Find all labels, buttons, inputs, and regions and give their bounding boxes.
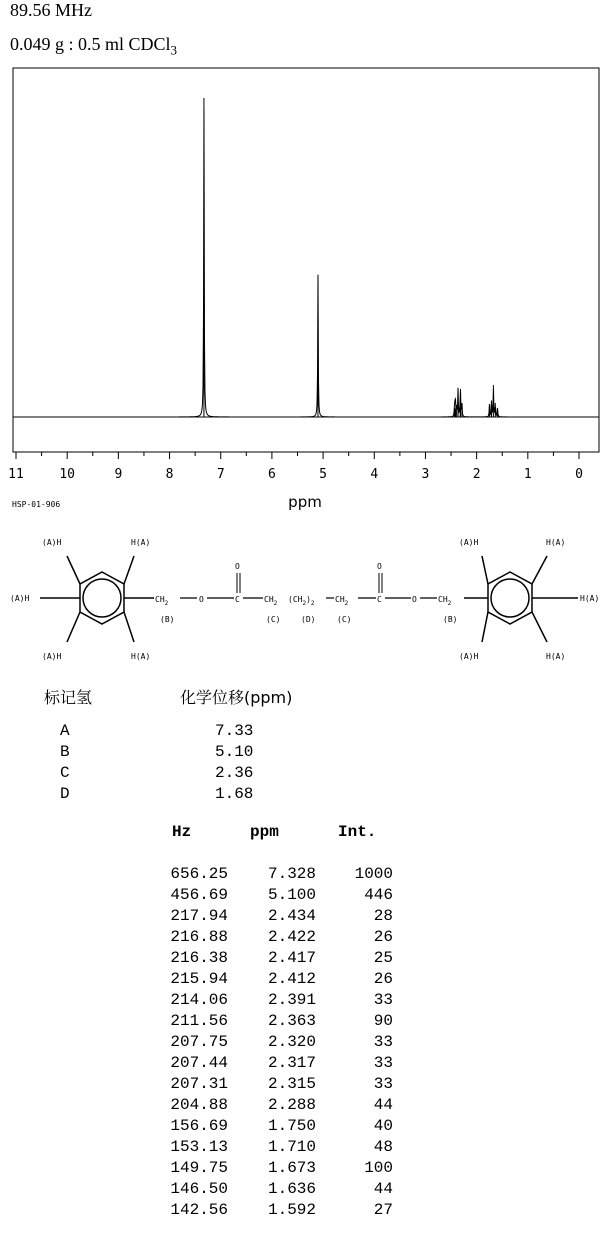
chain-c-right: C bbox=[377, 595, 382, 604]
peak-hz: 207.75 bbox=[170, 1033, 228, 1051]
x-axis-label: ppm bbox=[288, 493, 322, 511]
peak-row bbox=[0, 1201, 609, 1222]
assignment-table bbox=[0, 680, 609, 810]
peak-int: 44 bbox=[373, 1180, 393, 1198]
peak-row bbox=[0, 1159, 609, 1180]
peak-ppm: 2.288 bbox=[267, 1096, 316, 1114]
peak-int: 26 bbox=[373, 928, 393, 946]
right-benzene-ring bbox=[488, 572, 532, 624]
assignment-header-shift: 化学位移(ppm) bbox=[180, 688, 293, 707]
x-tick-label: 5 bbox=[319, 467, 328, 482]
chain-ch2-c-left: $CH_2$ bbox=[264, 595, 278, 607]
peak-row bbox=[0, 970, 609, 991]
peak-int: 33 bbox=[373, 1054, 393, 1072]
peak-ppm: 1.592 bbox=[267, 1201, 316, 1219]
peak-ppm: 2.320 bbox=[267, 1033, 316, 1051]
right-ring-h-top-left: (A)H bbox=[459, 538, 479, 547]
spectrum-line bbox=[13, 110, 599, 417]
peak-hz: 146.50 bbox=[170, 1180, 228, 1198]
peak-ppm: 2.317 bbox=[267, 1054, 316, 1072]
peak-hz: 153.13 bbox=[170, 1138, 228, 1156]
x-tick-label: 7 bbox=[216, 467, 225, 482]
chain-o-left: O bbox=[199, 595, 204, 604]
peak-ppm: 1.673 bbox=[267, 1159, 316, 1177]
assignment-label: D bbox=[60, 785, 70, 803]
peak-int: 48 bbox=[373, 1138, 393, 1156]
left-benzene-ring bbox=[80, 572, 124, 624]
right-aromatic-circle bbox=[491, 579, 529, 617]
peak-ppm: 1.636 bbox=[267, 1180, 316, 1198]
peak-row bbox=[0, 1012, 609, 1033]
x-tick-label: 4 bbox=[370, 467, 379, 482]
peak-hz: 216.88 bbox=[170, 928, 228, 946]
label-c-left: (C) bbox=[266, 615, 281, 624]
peak-ppm: 2.422 bbox=[267, 928, 316, 946]
nmr-spectrum-chart bbox=[0, 60, 609, 515]
peak-ppm: 2.391 bbox=[267, 991, 316, 1009]
chain-ch2-d: $(CH_2)_2$ bbox=[288, 595, 315, 607]
chain-ch2-b-left: $CH_2$ bbox=[155, 595, 169, 607]
peak-hz: 207.44 bbox=[170, 1054, 228, 1072]
peak-row bbox=[0, 865, 609, 886]
peak-row bbox=[0, 1054, 609, 1075]
chemical-structure bbox=[0, 525, 609, 675]
label-c-right: (C) bbox=[337, 615, 352, 624]
x-axis-ticks bbox=[8, 452, 583, 482]
plot-frame bbox=[13, 68, 599, 452]
peak-hz: 211.56 bbox=[170, 1012, 228, 1030]
assignment-shift: 2.36 bbox=[215, 764, 254, 782]
sample-description bbox=[10, 34, 177, 59]
peak-int: 28 bbox=[373, 907, 393, 925]
left-ring-h-top-left: (A)H bbox=[42, 538, 62, 547]
peak-ppm: 1.710 bbox=[267, 1138, 316, 1156]
label-b-left: (B) bbox=[160, 615, 175, 624]
x-tick-label: 2 bbox=[472, 467, 481, 482]
chain-c-left: C bbox=[235, 595, 240, 604]
peak-hz: 156.69 bbox=[170, 1117, 228, 1135]
peak-int: 33 bbox=[373, 1075, 393, 1093]
x-tick-label: 0 bbox=[575, 467, 583, 482]
peak-row bbox=[0, 1117, 609, 1138]
assignment-label: B bbox=[60, 743, 70, 761]
peak-hz: 656.25 bbox=[170, 865, 228, 883]
peak-ppm: 2.434 bbox=[267, 907, 316, 925]
left-ring-h-bottom-right: H(A) bbox=[131, 652, 151, 661]
right-ring-h-bottom-left: (A)H bbox=[459, 652, 479, 661]
peak-hz: 217.94 bbox=[170, 907, 228, 925]
chain-ch2-b-right: $CH_2$ bbox=[438, 595, 452, 607]
assignment-label: C bbox=[60, 764, 70, 782]
x-tick-label: 3 bbox=[421, 467, 430, 482]
spectrometer-frequency: 89.56 MHz bbox=[10, 0, 92, 20]
carbonyl-o-left: O bbox=[235, 562, 240, 571]
peak-int: 1000 bbox=[354, 865, 393, 883]
x-tick-label: 8 bbox=[165, 467, 174, 482]
x-tick-label: 11 bbox=[8, 467, 24, 482]
peak-row bbox=[0, 907, 609, 928]
x-tick-label: 1 bbox=[523, 467, 532, 482]
peak-row bbox=[0, 1075, 609, 1096]
peak-int: 26 bbox=[373, 970, 393, 988]
label-d: (D) bbox=[301, 615, 316, 624]
peak-hz: 215.94 bbox=[170, 970, 228, 988]
sample-subscript: 3 bbox=[170, 42, 178, 58]
spectrum-code: HSP-01-906 bbox=[12, 500, 61, 509]
peak-int: 33 bbox=[373, 1033, 393, 1051]
left-ring-h-bottom-left: (A)H bbox=[42, 652, 62, 661]
peak-row bbox=[0, 1033, 609, 1054]
peak-int: 44 bbox=[373, 1096, 393, 1114]
peak-int: 27 bbox=[373, 1201, 393, 1219]
peak-hz: 214.06 bbox=[170, 991, 228, 1009]
x-tick-label: 9 bbox=[114, 467, 123, 482]
assignment-shift: 7.33 bbox=[215, 722, 254, 740]
peak-header-int: Int. bbox=[338, 823, 377, 841]
assignment-label: A bbox=[60, 722, 70, 740]
carbonyl-o-right: O bbox=[377, 562, 382, 571]
peak-ppm: 2.417 bbox=[267, 949, 316, 967]
x-tick-label: 10 bbox=[59, 467, 76, 482]
peak-ppm: 1.750 bbox=[267, 1117, 316, 1135]
peak-hz: 149.75 bbox=[170, 1159, 228, 1177]
left-aromatic-circle bbox=[83, 579, 121, 617]
peak-row bbox=[0, 1096, 609, 1117]
peak-header-ppm: ppm bbox=[250, 823, 279, 841]
sample-prefix: 0.049 g : 0.5 ml CDCl bbox=[10, 34, 171, 54]
peak-ppm: 5.100 bbox=[267, 886, 316, 904]
assignment-header-label: 标记氢 bbox=[44, 688, 93, 707]
peak-ppm: 2.315 bbox=[267, 1075, 316, 1093]
left-ring-h-left: (A)H bbox=[10, 594, 30, 603]
assignment-shift: 1.68 bbox=[215, 785, 254, 803]
peak-int: 446 bbox=[364, 886, 393, 904]
peak-int: 90 bbox=[373, 1012, 393, 1030]
peak-marks bbox=[204, 98, 498, 417]
right-ring-h-bottom-right: H(A) bbox=[546, 652, 566, 661]
chain-ch2-c-right: $CH_2$ bbox=[335, 595, 349, 607]
peak-int: 25 bbox=[373, 949, 393, 967]
assignment-shift: 5.10 bbox=[215, 743, 254, 761]
peak-ppm: 7.328 bbox=[267, 865, 316, 883]
peak-hz: 456.69 bbox=[170, 886, 228, 904]
peak-hz: 204.88 bbox=[170, 1096, 228, 1114]
peak-row bbox=[0, 991, 609, 1012]
peak-row bbox=[0, 1180, 609, 1201]
peak-ppm: 2.412 bbox=[267, 970, 316, 988]
peak-int: 33 bbox=[373, 991, 393, 1009]
x-tick-label: 6 bbox=[267, 467, 276, 482]
peak-table bbox=[0, 820, 609, 1240]
peak-int: 100 bbox=[364, 1159, 393, 1177]
peak-int: 40 bbox=[373, 1117, 393, 1135]
peak-ppm: 2.363 bbox=[267, 1012, 316, 1030]
peak-hz: 216.38 bbox=[170, 949, 228, 967]
peak-row bbox=[0, 1138, 609, 1159]
right-ring-h-top-right: H(A) bbox=[546, 538, 566, 547]
chain-o-right: O bbox=[412, 595, 417, 604]
peak-hz: 142.56 bbox=[170, 1201, 228, 1219]
left-ring-h-top-right: H(A) bbox=[131, 538, 151, 547]
label-b-right: (B) bbox=[443, 615, 458, 624]
peak-hz: 207.31 bbox=[170, 1075, 228, 1093]
right-ring-h-right: H(A) bbox=[580, 594, 600, 603]
peak-row bbox=[0, 928, 609, 949]
peak-row bbox=[0, 886, 609, 907]
peak-header-hz: Hz bbox=[172, 823, 192, 841]
peak-row bbox=[0, 949, 609, 970]
